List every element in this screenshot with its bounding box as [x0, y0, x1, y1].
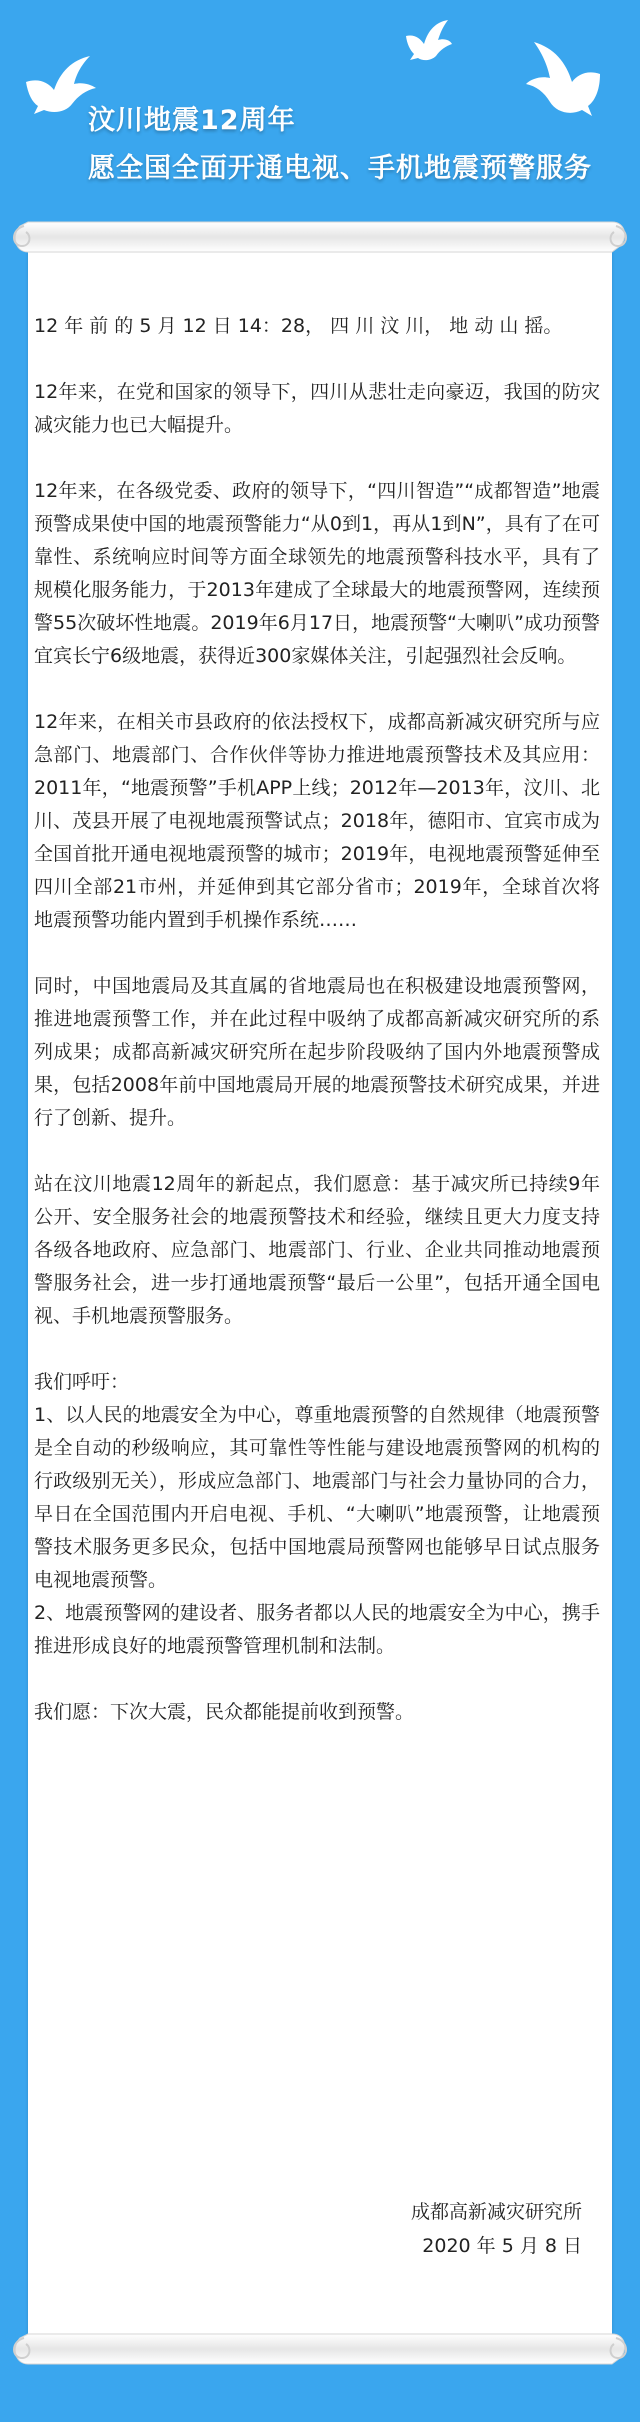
paragraph-3: 12年来，在各级党委、政府的领导下，“四川智造”“成都智造”地震预警成果使中国的地震预警能力“从0到1，再从1到N”，具有了在可靠性、系统响应时间等方面全球领先的地震预警科技水平，具有了规模化服务能力，于2013年建成了全球最大的地震预警网，连续预警55次破坏性地震。2019年6月17日，地震预警“大喇叭”成功预警宜宾长宁6级地震，获得近300家媒体关注，引起强烈社会反响。	[34, 480, 600, 667]
appeal-title: 我们呼吁：	[34, 1371, 130, 1393]
dove-icon	[520, 40, 606, 120]
signature-org: 成都高新减灾研究所	[410, 2201, 582, 2223]
scroll-roll-top	[0, 212, 640, 272]
dove-icon	[402, 18, 454, 62]
title-line-2: 愿全国全面开通电视、手机地震预警服务	[88, 153, 592, 184]
scroll-roll-bottom	[0, 2322, 640, 2382]
title-line-1: 汶川地震12周年	[88, 105, 296, 136]
letter-body	[34, 310, 600, 1762]
header-banner	[0, 0, 640, 210]
appeal-item-2: 2、地震预警网的建设者、服务者都以人民的地震安全为中心，携手推进形成良好的地震预警管理机制和法制。	[34, 1602, 600, 1657]
paragraph-5: 同时，中国地震局及其直属的省地震局也在积极建设地震预警网，推进地震预警工作，并在此过程中吸纳了成都高新减灾研究所的系列成果；成都高新减灾研究所在起步阶段吸纳了国内外地震预警成果，包括2008年前中国地震局开展的地震预警技术研究成果，并进行了创新、提升。	[34, 975, 600, 1129]
paragraph-6: 站在汶川地震12周年的新起点，我们愿意：基于减灾所已持续9年公开、安全服务社会的地震预警技术和经验，继续且更大力度支持各级各地政府、应急部门、地震部门、行业、企业共同推动地震预警服务社会，进一步打通地震预警“最后一公里”，包括开通全国电视、手机地震预警服务。	[34, 1173, 600, 1327]
paragraph-2: 12年来，在党和国家的领导下，四川从悲壮走向豪迈，我国的防灾减灾能力也已大幅提升。	[34, 381, 600, 436]
appeal-item-1: 1、以人民的地震安全为中心，尊重地震预警的自然规律（地震预警是全自动的秒级响应，其可靠性等性能与建设地震预警网的机构的行政级别无关），形成应急部门、地震部门与社会力量协同的合力，早日在全国范围内开启电视、手机、“大喇叭”地震预警，让地震预警技术服务更多民众，包括中国地震局预警网也能够早日试点服务电视地震预警。	[34, 1404, 600, 1591]
paragraph-4: 12年来，在相关市县政府的依法授权下，成都高新减灾研究所与应急部门、地震部门、合作伙伴等协力推进地震预警技术及其应用：2011年，“地震预警”手机APP上线；2012年—2013年，汶川、北川、茂县开展了电视地震预警试点；2018年，德阳市、宜宾市成为全国首批开通电视地震预警的城市；2019年，电视地震预警延伸至四川全部21市州，并延伸到其它部分省市；2019年，全球首次将地震预警功能内置到手机操作系统……	[34, 711, 600, 931]
signature-date: 2020 年 5 月 8 日	[422, 2235, 582, 2257]
paragraph-wish: 我们愿：下次大震，民众都能提前收到预警。	[34, 1701, 415, 1723]
paragraph-1: 12 年 前 的 5 月 12 日 14：28， 四 川 汶 川， 地 动 山 摇。	[34, 315, 563, 337]
